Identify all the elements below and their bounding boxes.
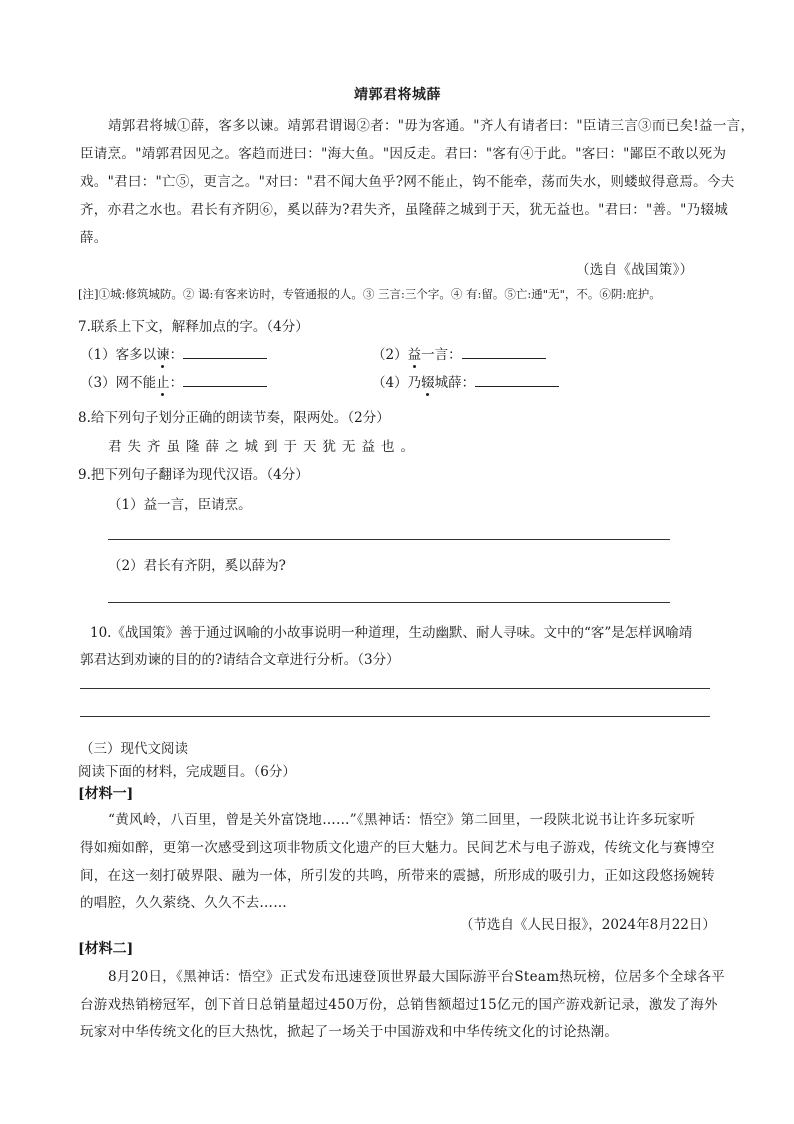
material-2-line-1: 8月20日，《黑神话：悟空》正式发布迅速登顶世界最大国际游平台Steam热玩榜，位居多个全球各平 [108,969,725,985]
material-1-source: （节选自《人民日报》，2024年8月22日） [460,917,716,933]
q7-item-2-answer-blank[interactable] [462,344,546,359]
question-10-answer-line-2[interactable] [80,716,710,717]
q7-item-2-pre: （2） [372,347,408,363]
question-10-line-2: 郭君达到劝谏的目的的?请结合文章进行分析。（3分） [80,652,400,668]
q7-item-3-dotted-char: 止 [156,371,170,391]
material-1-line-1: “黄风岭，八百里，曾是关外富饶地……”《黑神话：悟空》第二回里，一段陕北说书让许多玩家听 [108,812,696,828]
q7-item-2-dotted-char: 益 [408,343,422,363]
passage-line-2: 臣请烹。"靖郭君因见之。客趋而进曰："海大鱼。"因反走。君曰："客有④于此。"客曰："鄙臣不敢以死为 [80,146,727,162]
q7-item-4-answer-blank[interactable] [475,372,559,387]
question-7-item-3 [80,371,267,391]
question-10-line-1: 10.《战国策》善于通过讽喻的小故事说明一种道理，生动幽默、耐人寻味。文中的“客”是怎样讽喻靖 [90,625,693,641]
q7-item-4-dotted-char: 辍 [421,371,435,391]
q7-item-4-pre: （4）乃 [372,375,422,391]
passage-line-5: 薛。 [80,230,108,246]
passage-notes: [注]①城:修筑城防。② 谒:有客来访时，专管通报的人。③ 三言:三个字。④ 有:留。⑤亡:通"无"，不。⑥阴:庇护。 [78,287,661,301]
q7-item-1-post: ： [169,347,184,363]
question-7-item-4 [372,371,559,391]
question-8-stem: 8.给下列句子划分正确的朗读节奏，限两处。（2分） [78,410,390,426]
material-2-label: [材料二] [78,941,134,957]
q7-item-1-dotted-char: 谏 [156,343,170,363]
q7-item-3-post: ： [169,375,184,391]
question-7-item-1 [80,343,267,363]
q7-item-1-pre: （1）客多以 [80,347,157,363]
q7-item-3-answer-blank[interactable] [183,372,267,387]
material-1-label: [材料一] [78,786,134,802]
q7-item-4-post: 城薛： [434,375,476,391]
q7-item-2-post: 一言： [421,347,462,363]
question-9-answer-line-2[interactable] [108,602,670,603]
question-9-answer-line-1[interactable] [108,539,670,540]
q7-item-1-answer-blank[interactable] [183,344,267,359]
passage-title: 靖郭君将城薛 [354,87,441,103]
q7-item-3-pre: （3）网不能 [80,375,157,391]
modern-instruction: 阅读下面的材料，完成题目。（6分） [78,764,296,780]
material-2-line-2: 台游戏热销榜冠军，创下首日总销量超过450万份，总销售额超过15亿元的国产游戏新记录，激发了海外 [80,997,718,1013]
question-9-sentence-2: （2）君长有齐阴，奚以薛为? [108,558,286,574]
material-1-line-4: 的唱腔，久久萦绕、久久不去…… [80,895,287,911]
question-9-sentence-1: （1）益一言，臣请烹。 [108,497,252,513]
question-10-answer-line-1[interactable] [80,688,710,689]
question-7-stem: 7.联系上下文，解释加点的字。（4分） [78,319,309,335]
material-1-line-3: 间，在这一刻打破界限、融为一体，所引发的共鸣，所带来的震撼，所形成的吸引力，正如这段悠扬婉转 [80,868,715,884]
material-1-line-2: 得如痴如醉，更第一次感受到这项非物质文化遗产的巨大魅力。民间艺术与电子游戏，传统文化与赛博空 [80,840,715,856]
question-7-item-2 [372,343,546,363]
passage-line-1: 靖郭君将城①薛，客多以谏。靖郭君谓谒②者："毋为客通。"齐人有请者曰："臣请三言③而已矣!益一言， [108,118,755,134]
passage-line-4: 齐，亦君之水也。君长有齐阴⑥，奚以薛为?君失齐，虽隆薛之城到于天，犹无益也。"君曰："善。"乃辍城 [80,202,729,218]
material-2-line-3: 玩家对中华传统文化的巨大热忱，掀起了一场关于中国游戏和中华传统文化的讨论热潮。 [80,1024,619,1040]
section-modern-reading: （三）现代文阅读 [80,741,188,757]
question-8-sentence[interactable]: 君失齐虽隆薛之城到于天犹无益也。 [108,439,420,455]
passage-line-3: 戏。"君曰："亡⑤，更言之。"对曰："君不闻大鱼乎?网不能止，钩不能牵，荡而失水，则蝼蚁得意焉。今夫 [80,174,735,190]
question-9-stem: 9.把下列句子翻译为现代汉语。（4分） [78,467,309,483]
passage-source: （选自《战国策》） [576,262,694,278]
